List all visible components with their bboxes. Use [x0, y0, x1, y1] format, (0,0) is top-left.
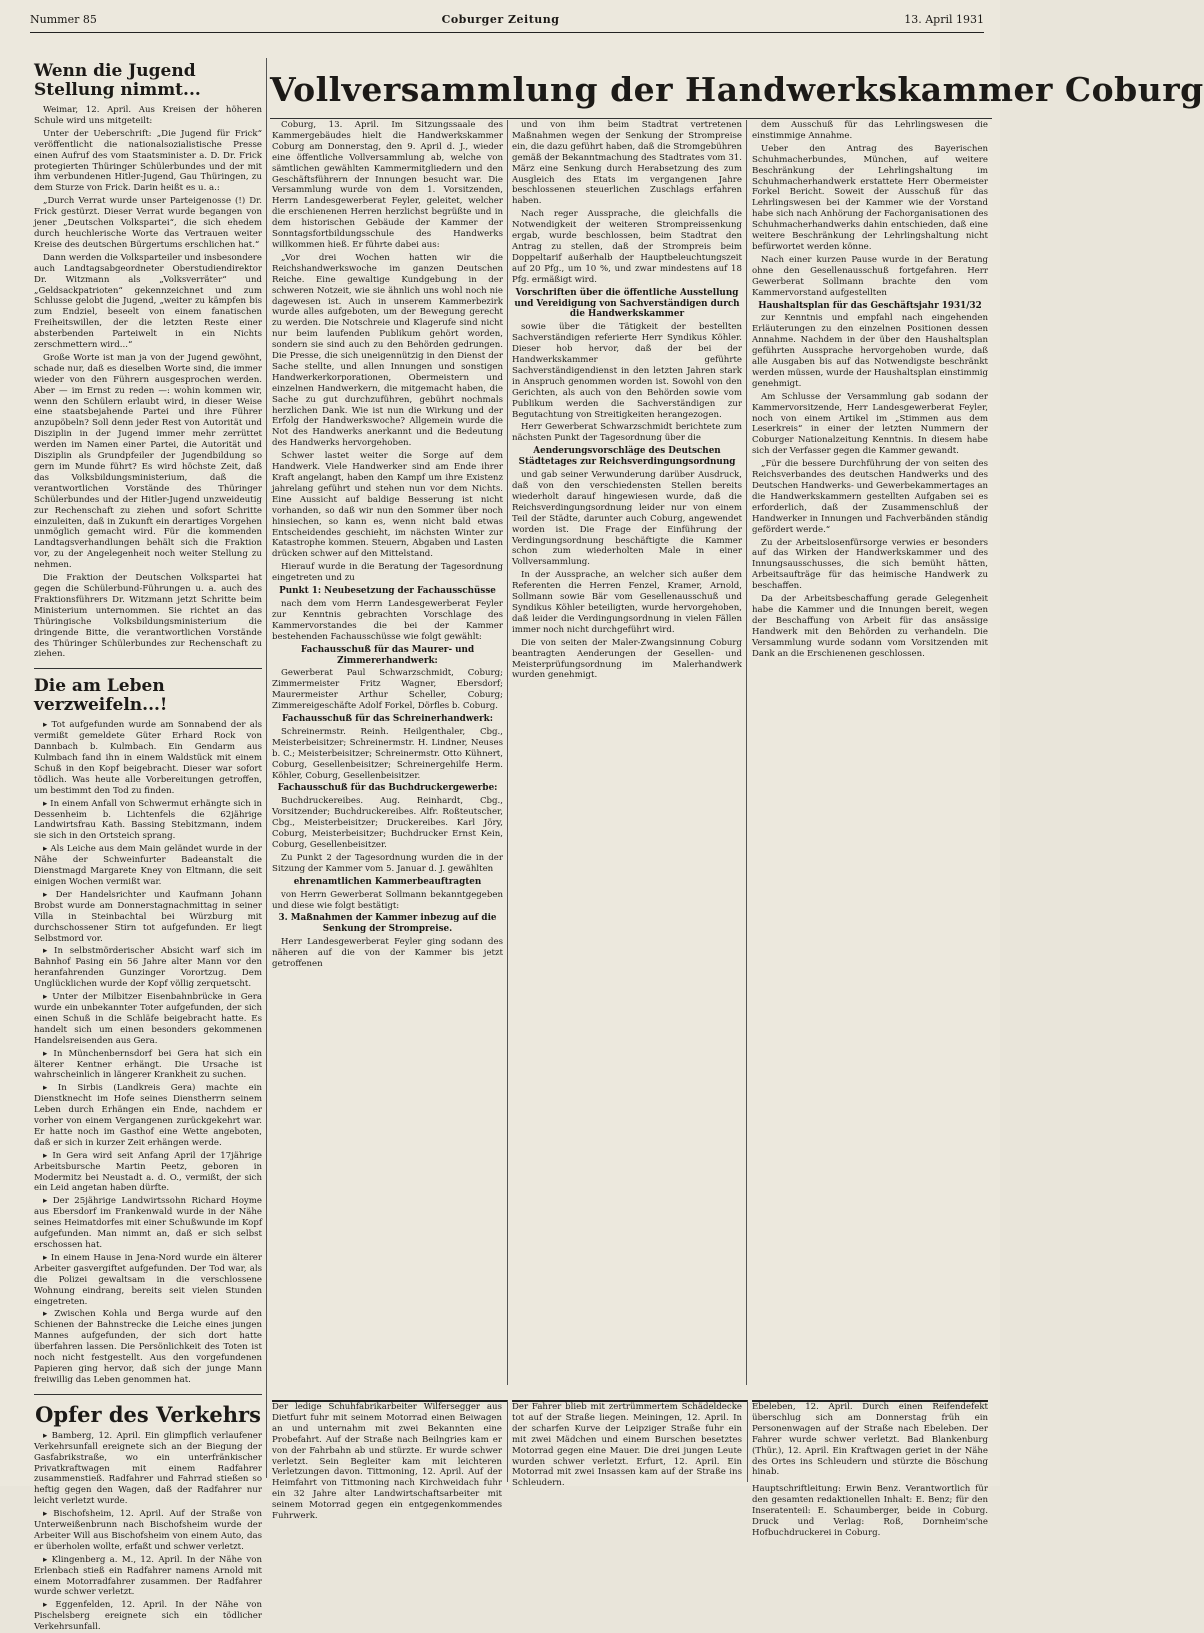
paragraph: Schreinermstr. Reinh. Heilgenthaler, Cbg., Meisterbeisitzer; Schreinermstr. H. Lindner, Neuses b. C.; Meisterbeisitzer; Schreinermstr. Otto Kühnert, Coburg, Gesellenbeisitzer; Schreinergehilfe Herm. Köhler, Coburg, Gesellenbeisitzer.: [272, 726, 503, 781]
subheading: ehrenamtlichen Kammerbeauftragten: [293, 876, 482, 887]
news-text: Ebeleben, 12. April. Durch einen Reifendefekt überschlug sich am Donnerstag früh ein Personenwagen auf der Straße nach Ebeleben. Der Fahrer wurde schwer verletzt. Bad Blankenburg (Thür.), 12. April. Ein Kraftwagen geriet in der Nähe des Ortes ins Schleudern und stürzte die Böschung hinab.: [752, 1402, 988, 1478]
main-column-2: [512, 120, 747, 1385]
paragraph: nach dem vom Herrn Landesgewerberat Feyler zur Kenntnis gebrachten Vorschlage des Kammervorstandes die bei der Kammer bestehenden Fachausschüsse wie folgt gewählt:: [272, 598, 503, 642]
paragraph: Herr Landesgewerberat Feyler ging sodann des näheren auf die von der Kammer bis jetzt getroffenen: [272, 937, 503, 970]
paragraph: Große Worte ist man ja von der Jugend gewöhnt, schade nur, daß es dieselben Worte sind, die immer wieder von den Führern ausgesprochen werden. Aber — im Ernst zu reden —: wohin kommen wir, wenn den Schülern erlaubt wird, in dieser Weise eine staatsbejahende Partei und ihre Führer anzupöbeln? Soll denn jeder Rest von Autorität und Disziplin in der Jugend immer mehr zerrüttet werden im Namen einer Partei, die Autorität und Disziplin als Grundpfeiler der Jugendbildung so gern im Munde führt? Es wird höchste Zeit, daß das Volksbildungsministerium, daß die verantwortlichen Vorstände des Thüringer Schülerbundes und der Hitler-Jugend unzweideutig zur Rechenschaft zu ziehen und sofort Schritte einzuleiten, daß in Zukunft ein derartiges Vorgehen unmöglich gemacht wird. Für die kommenden Landtagsverhandlungen behält sich die Fraktion vor, zu der Angelegenheit noch weiter Stellung zu nehmen.: [34, 352, 262, 571]
subheading: Vorschriften über die öffentliche Ausstellung und Vereidigung von Sachverständigen durch die Handwerkskammer: [514, 287, 740, 320]
paragraph: von Herrn Gewerberat Sollmann bekanntgegeben und diese wie folgt bestätigt:: [272, 889, 503, 911]
subheading: 3. Maßnahmen der Kammer inbezug auf die Senkung der Strompreise.: [278, 913, 497, 935]
paragraph: Weimar, 12. April. Aus Kreisen der höheren Schule wird uns mitgeteilt:: [34, 105, 262, 126]
paragraph: Da der Arbeitsbeschaffung gerade Gelegenheit habe die Kammer und die Innungen bereit, wegen der Beschaffung von Arbeit für das ansässige Handwerk mit den Behörden zu verhandeln. Die Versammlung wurde sodann vom Vorsitzenden mit Dank an die Erschienenen geschlossen.: [752, 594, 988, 659]
news-item: ▸ In Gera wird seit Anfang April der 17jährige Arbeitsbursche Martin Peetz, geboren in Modermitz bei Neustadt a. d. O., vermißt, der sich ein Leid angetan haben dürfte.: [34, 1150, 262, 1194]
article-title-despair: Die am Leben verzweifeln...!: [34, 676, 168, 716]
paragraph: Zu der Arbeitslosenfürsorge verwies er besonders auf das Wirken der Handwerkskammer und des Innungsausschusses, die sich bemüht hätten, Arbeitsaufträge für das heimische Handwerk zu beschaffen.: [752, 537, 988, 592]
paragraph: Dann werden die Volksparteiler und insbesondere auch Landtagsabgeordneter Oberstudiendirektor Dr. Witzmann als „Volksverräter“ und „Geldsackpatrioten“ gekennzeichnet und zum Schlusse gelobt die Jugend, „weiter zu kämpfen bis zum Endziel, beseelt von einem fanatischen Freiheitswillen, der die letzten Reste einer absterbenden Parteiwelt in ein Nichts zerschmettern wird...“: [34, 252, 262, 351]
news-item: ▸ In einem Hause in Jena-Nord wurde ein älterer Arbeiter gasvergiftet aufgefunden. Der Tod war, als die Polizei gewaltsam in die verschlossene Wohnung eindrang, bereits seit vielen Stunden eingetreten.: [34, 1252, 262, 1307]
paragraph: Schwer lastet weiter die Sorge auf dem Handwerk. Viele Handwerker sind am Ende ihrer Kraft angelangt, haben den Kampf um ihre Existenz jahrelang geführt und stehen nun vor dem Nichts. Eine Aussicht auf baldige Besserung ist nicht vorhanden, so daß wir nun den Sommer über noch hinsiechen, so kann es, wenn nicht bald etwas Entscheidendes geschieht, im nächsten Winter zur Katastrophe kommen. Steuern, Abgaben und Lasten drücken schwer auf den Mittelstand.: [272, 451, 503, 560]
paragraph: zur Kenntnis und empfahl nach eingehenden Erläuterungen zu den einzelnen Positionen dessen Annahme. Nachdem in der über den Haushaltsplan geführten Aussprache hervorgehoben wurde, daß alle Ausgaben bis auf das Notwendigste beschränkt werden müssen, wurde der Haushaltsplan einstimmig genehmigt.: [752, 313, 988, 389]
divider: [34, 1394, 262, 1395]
paragraph: Nach reger Aussprache, die gleichfalls die Notwendigkeit der weiteren Strompreissenkung ergab, wurde beschlossen, beim Stadtrat den Antrag zu stellen, daß der Strompreis beim Doppeltarif außerhalb der Hauptbeleuchtungszeit auf 20 Pfg., um 10 %, und zwar mindestens auf 18 Pfg. ermäßigt wird.: [512, 209, 742, 285]
imprint: Hauptschriftleitung: Erwin Benz. Verantwortlich für den gesamten redaktionellen Inhalt: E. Benz; für den Inseratenteil: E. Schaumberger, beide in Coburg. Druck und Verlag: Roß, Dornheim'sche Hofbuchdruckerei in Coburg.: [752, 1484, 988, 1538]
news-item: ▸ Als Leiche aus dem Main geländet wurde in der Nähe der Schweinfurter Badeanstalt die Dienstmagd Margarete Kney von Eltmann, die seit einigen Wochen vermißt war.: [34, 844, 262, 887]
subheading: Haushaltsplan für das Geschäftsjahr 1931/32: [758, 300, 982, 311]
subheading: Fachausschuß für das Schreinerhandwerk:: [282, 714, 493, 725]
main-column-1: [272, 120, 508, 1385]
subheading: Fachausschuß für das Buchdruckergewerbe:: [277, 783, 498, 794]
main-column-3: [752, 120, 988, 1385]
paragraph: Am Schlusse der Versammlung gab sodann der Kammervorsitzende, Herr Landesgewerberat Feyler, noch von einem Artikel im „Stimmen aus dem Leserkreis“ in einer der letzten Nummern der Coburger Nationalzeitung Kenntnis. In diesem habe sich der Verfasser gegen die Kammer gewandt.: [752, 391, 988, 457]
news-item: ▸ Unter der Milbitzer Eisenbahnbrücke in Gera wurde ein unbekannter Toter aufgefunden, der sich einen Schuß in die Schläfe beigebracht hatte. Es handelt sich um einen besonders gekommenen Handelsreisenden aus Gera.: [34, 992, 262, 1046]
news-item: ▸ Tot aufgefunden wurde am Sonnabend der als vermißt gemeldete Güter Erhard Rock von Dannbach b. Kulmbach. Ein Gendarm aus Kulmbach fand ihn in einem Waldstück mit einem Schuß in den Kopf beigebracht. Dieser war sofort tödlich. Was heute alle Vorbereitungen getroffen, um bestimmt den Tod zu finden.: [34, 720, 262, 796]
divider: [34, 668, 262, 669]
issue-date: 13. April 1931: [904, 12, 984, 26]
paragraph: „Vor drei Wochen hatten wir die Reichshandwerkswoche im ganzen Deutschen Reiche. Eine gewaltige Kundgebung in der schweren Notzeit, wie sie ähnlich uns wohl noch nie dagewesen ist. Auch in unserem Kammerbezirk wurde alles aufgeboten, um der Bewegung gerecht zu werden. Die Notschreie und Klagerufe sind nicht nur beim laufenden Publikum gehört worden, sondern sie sind auch zu den Behörden gedrungen. Die Presse, die sich uneigennützig in den Dienst der Sache stellte, und allen Innungen und sonstigen Handwerkerkorporationen, Obermeistern und einzelnen Handwerkern, die mitgemacht haben, die Sache zu gut durchzuführen, gebührt nochmals herzlichen Dank. Wie ist nun die Wirkung und der Erfolg der Handwerkswoche? Allgemein wurde die Not des Handwerks anerkannt und die Bedeutung des Handwerks hervorgehoben.: [272, 252, 503, 449]
news-item: ▸ Bamberg, 12. April. Ein glimpflich verlaufener Verkehrsunfall ereignete sich an der Biegung der Gasfabrikstraße, wo ein unterfränkischer Privatkraftwagen mit einem Radfahrer zusammenstieß. Radfahrer und Fahrrad stießen so heftig gegen den Wagen, daß der Radfahrer nur leicht verletzt wurde.: [34, 1430, 262, 1507]
bottom-news-2: [512, 1400, 748, 1489]
paragraph: Coburg, 13. April. Im Sitzungssaale des Kammergebäudes hielt die Handwerkskammer Coburg am Donnerstag, den 9. April d. J., wieder eine öffentliche Vollversammlung ab, welche von sämtlichen gewählten Kammermitgliedern und den Geschäftsführern der Innungen besucht war. Die Versammlung wurde von dem 1. Vorsitzenden, Herrn Landesgewerberat Feyler, geleitet, welcher die erschienenen Herren herzlichst begrüßte und in dem historischen Gebäude der Kammer der Sonntagsfortbildungsschule des Handwerks willkommen hieß. Er führte dabei aus:: [272, 120, 503, 250]
paragraph: dem Ausschuß für das Lehrlingswesen die einstimmige Annahme.: [752, 120, 988, 141]
paragraph: Unter der Ueberschrift: „Die Jugend für Frick“ veröffentlicht die nationalsozialistische Presse einen Aufruf des vom Staatsminister a. D. Dr. Frick protegierten Thüringer Schülerbundes und der mit ihm verbundenen Hitler-Jugend, Gau Thüringen, zu dem Sturze von Frick. Darin heißt es u. a.:: [34, 128, 262, 194]
news-item: ▸ In selbstmörderischer Absicht warf sich im Bahnhof Pasing ein 56 Jahre alter Mann vor den heranfahrenden Gunzinger Vorortzug. Dem Unglücklichen wurde der Kopf völlig zerquetscht.: [34, 946, 262, 990]
news-item: ▸ Klingenberg a. M., 12. April. In der Nähe von Erlenbach stieß ein Radfahrer namens Arnold mit einem Motorradfahrer zusammen. Der Radfahrer wurde schwer verletzt.: [34, 1554, 262, 1598]
subheading: Aenderungsvorschläge des Deutschen Städtetages zur Reichsverdingungsordnung: [518, 446, 736, 468]
paragraph: „Durch Verrat wurde unser Parteigenosse (!) Dr. Frick gestürzt. Dieser Verrat wurde begangen von jener „Deutschen Volkspartei“, die sich ehedem durch heuchlerische Worte das Vertrauen weiter Kreise des deutschen Bürgertums erschlichen hat.“: [34, 196, 262, 250]
left-column: [34, 58, 267, 1633]
newspaper-title: Coburger Zeitung: [441, 12, 560, 26]
paragraph: Zu Punkt 2 der Tagesordnung wurden die in der Sitzung der Kammer vom 5. Januar d. J. gewählten: [272, 852, 503, 874]
page-header: [30, 6, 984, 33]
subheading: Punkt 1: Neubesetzung der Fachausschüsse: [279, 586, 496, 597]
subheading: Fachausschuß für das Maurer- und Zimmererhandwerk:: [300, 644, 475, 666]
traffic-list: [34, 1431, 262, 1633]
main-headline: Vollversammlung der Handwerkskammer Coburg: [270, 62, 992, 119]
paragraph: Die von seiten der Maler-Zwangsinnung Coburg beantragten Aenderungen der Gesellen- und Meisterprüfungsordnung im Malerhandwerk wurden genehmigt.: [512, 637, 742, 681]
despair-list: [34, 720, 262, 1385]
news-text: Der ledige Schuhfabrikarbeiter Wilfersegger aus Dietfurt fuhr mit seinem Motorrad einen Beiwagen an und unternahm mit zwei Bekannten eine Probefahrt. Auf der Straße nach Beilngries kam er von der Fahrbahn ab und stürzte. Er wurde schwer verletzt. Sein Begleiter kam mit leichteren Verletzungen davon.: [272, 1402, 502, 1478]
paragraph: „Für die bessere Durchführung der von seiten des Reichsverbandes des deutschen Handwerks und des Deutschen Handwerks- und Gewerbekammertages an die Handwerkskammern gestellten Aufgaben sei es erforderlich, daß der Zusammenschluß der Handwerker in Innungen und Fachverbänden ständig gefördert werde.“: [752, 459, 988, 535]
paragraph: Ueber den Antrag des Bayerischen Schuhmacherbundes, München, auf weitere Beschränkung der Lehrlingshaltung im Schuhmacherhandwerk erstattete Herr Obermeister Forkel Bericht. Soweit der Ausschuß für das Lehrlingswesen bei der Kammer wie der Vorstand habe sich nach Anhörung der Fachorganisationen des Schuhmacherhandwerks dahin entschieden, daß eine weitere Beschränkung der Lehrlingshaltung nicht befürwortet werden könne.: [752, 143, 988, 252]
news-item: ▸ Der 25jährige Landwirtssohn Richard Hoyme aus Ebersdorf im Frankenwald wurde in der Nähe seines Heimatdorfes mit einer Schußwunde im Kopf aufgefunden. Man nimmt an, daß er sich selbst erschossen hat.: [34, 1196, 262, 1250]
bottom-news-3: [752, 1400, 988, 1538]
paragraph: Die Fraktion der Deutschen Volkspartei hat gegen die Schülerbund-Führungen u. a. auch des Fraktionsführers Dr. Witzmann jetzt Schritte beim Ministerium unternommen. Sie richtet an das Thüringische Volksbildungsministerium die dringende Bitte, die verantwortlichen Vorstände des Thüringer Schülerbundes zur Rechenschaft zu ziehen.: [34, 573, 262, 660]
paragraph: In der Aussprache, an welcher sich außer dem Referenten die Herren Fenzel, Kramer, Arnold, Sollmann sowie Bär vom Gesellenausschuß und Syndikus Köhler beteiligten, wurde hervorgehoben, daß leider die Verdingungsordnung in vielen Fällen immer noch nicht durchgeführt wird.: [512, 570, 742, 635]
news-item: ▸ In einem Anfall von Schwermut erhängte sich in Dessenheim b. Lichtenfels die 62jährige Landwirtsfrau Kath. Bassing Stebitzmann, indem sie sich in den Ortsteich sprang.: [34, 798, 262, 842]
article-title-traffic: Opfer des Verkehrs: [35, 1401, 261, 1427]
news-item: ▸ Der Handelsrichter und Kaufmann Johann Brobst wurde am Donnerstagnachmittag in seiner Villa in Steinbachtal bei Würzburg mit durchschossener Stirn tot aufgefunden. Er liegt Selbstmord vor.: [34, 889, 262, 944]
paragraph: Buchdruckereibes. Aug. Reinhardt, Cbg., Vorsitzender; Buchdruckereibes. Alfr. Roßteutscher, Cbg., Meisterbeisitzer; Druckereibes. Karl Jöry, Coburg, Meisterbeisitzer; Buchdrucker Ernst Kein, Coburg, Gesellenbeisitzer.: [272, 796, 503, 850]
paragraph: und von ihm beim Stadtrat vertretenen Maßnahmen wegen der Senkung der Strompreise ein, die dazu geführt haben, daß die Stromgebühren gemäß der Bekanntmachung des Stadtrates vom 31. März eine Senkung durch Herabsetzung des zum Ausgleich des Etats im vergangenen Jahre beschlossenen steuerlichen Zuschlags erfahren haben.: [512, 120, 742, 207]
bottom-news-1: [272, 1400, 508, 1522]
issue-number: Nummer 85: [30, 12, 97, 26]
news-item: ▸ Zwischen Kohla und Berga wurde auf den Schienen der Bahnstrecke die Leiche eines jungen Mannes aufgefunden, der sich dort hatte überfahren lassen. Die Persönlichkeit des Toten ist noch nicht festgestellt. Aus den vorgefundenen Papieren ging hervor, daß sich der junge Mann freiwillig das Leben genommen hat.: [34, 1309, 262, 1385]
news-item: ▸ In Münchenbernsdorf bei Gera hat sich ein älterer Kentner erhängt. Die Ursache ist wahrscheinlich in längerer Krankheit zu suchen.: [34, 1048, 262, 1081]
paragraph: Nach einer kurzen Pause wurde in der Beratung ohne den Gesellenausschuß fortgefahren. Herr Gewerberat Sollmann brachte den vom Kammervorstand aufgestellten: [752, 254, 988, 298]
paragraph: Gewerberat Paul Schwarzschmidt, Coburg; Zimmermeister Fritz Wagner, Ebersdorf; Maurermeister Arthur Scheller, Coburg; Zimmereigeschäfte Adolf Forkel, Dörfles b. Coburg.: [272, 668, 503, 712]
paragraph: Herr Gewerberat Schwarzschmidt berichtete zum nächsten Punkt der Tagesordnung über die: [512, 422, 742, 444]
news-item: ▸ In Sirbis (Landkreis Gera) machte ein Dienstknecht im Hofe seines Dienstherrn seinem Leben durch Erhängen ein Ende, nachdem er vorher von einem Vergangenen zurückgekehrt war. Er hatte noch im Gasthof eine Wette angeboten, daß er sich in kurzer Zeit erhängen werde.: [34, 1083, 262, 1148]
paragraph: und gab seiner Verwunderung darüber Ausdruck, daß von den verschiedensten Stellen bereits wiederholt darauf hingewiesen wurde, daß die Reichsverdingungsordnung leider nur von einem Teil der Städte, darunter auch Coburg, angewendet worden ist. Die Frage der Einführung der Verdingungsordnung beschäftigte die Kammer schon zum wiederholten Male in einer Vollversammlung.: [512, 470, 742, 568]
news-item: ▸ Bischofsheim, 12. April. Auf der Straße von Unterweißenbrunn nach Bischofsheim wurde der Arbeiter Will aus Bischofsheim von einem Auto, das er überholen wollte, erfaßt und schwer verletzt.: [34, 1509, 262, 1552]
news-text: Tittmoning, 12. April. Auf der Heimfahrt von Tittmoning nach Kirchweidach fuhr ein 32 Jahre alter Landwirtschaftsarbeiter mit seinem Motorrad gegen ein entgegenkommendes Fuhrwerk.: [272, 1467, 502, 1522]
paragraph: sowie über die Tätigkeit der bestellten Sachverständigen referierte Herr Syndikus Köhler. Dieser hob hervor, daß der bei der Handwerkskammer geführte Sachverständigendienst in den letzten Jahren stark in Anspruch genommen worden ist. Sowohl von den Gerichten, als auch von den Behörden sowie vom Publikum werden die Sachverständigen zur Begutachtung von Streitigkeiten herangezogen.: [512, 322, 742, 420]
paragraph: Hierauf wurde in die Beratung der Tagesordnung eingetreten und zu: [272, 562, 503, 584]
article-title-youth: Wenn die Jugend Stellung nimmt...: [34, 61, 201, 100]
news-item: ▸ Eggenfelden, 12. April. In der Nähe von Pischelsberg ereignete sich ein tödlicher Verkehrsunfall.: [34, 1600, 262, 1633]
news-text: Der Fahrer blieb mit zertrümmertem Schädeldecke tot auf der Straße liegen. Meiningen, 12. April. In der scharfen Kurve der Leipziger Straße fuhr ein mit zwei Mädchen und einem Burschen besetztes Motorrad gegen eine Mauer. Die drei jungen Leute wurden schwer verletzt. Erfurt, 12. April. Ein Motorrad mit zwei Insassen kam auf der Straße ins Schleudern.: [512, 1402, 742, 1489]
